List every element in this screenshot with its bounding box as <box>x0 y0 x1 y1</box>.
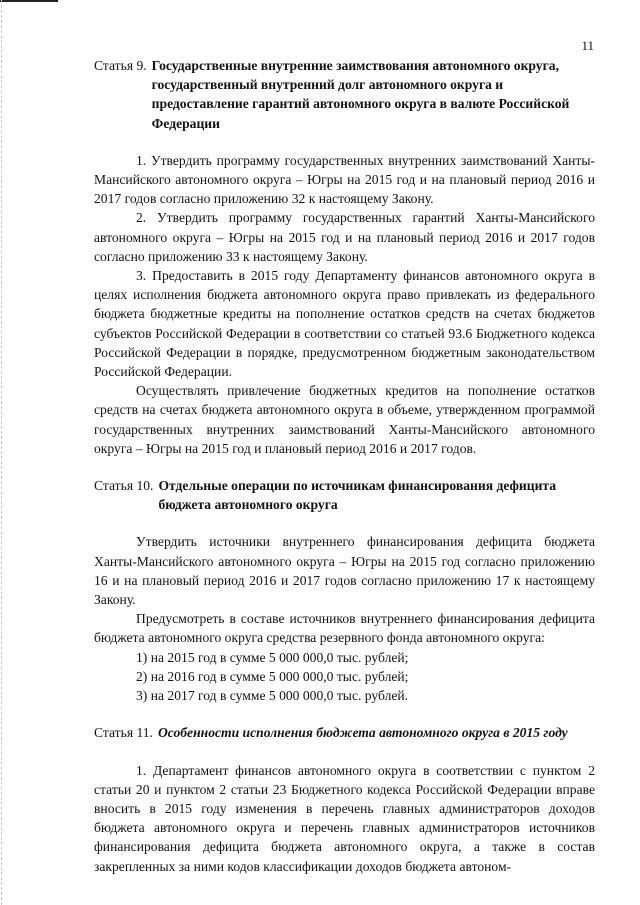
article-10-paragraph-1: Утвердить источники внутреннего финансирования дефицита бюджета Ханты-Мансийского автономного округа – Югры на 2015 год согласно приложению 16 и на плановый период 2016 и 2017 годов согласно приложению 17 к настоящему Закону. <box>94 534 595 608</box>
top-rule <box>0 0 58 2</box>
article-10-paragraph-2: Предусмотреть в составе источников внутреннего финансирования дефицита бюджета автономного округа средства резервного фонда автономного округа: <box>94 611 595 646</box>
left-edge-line <box>1 0 3 905</box>
article-10-label: Статья 10. <box>94 478 154 494</box>
list-item: 1) на 2015 год в сумме 5 000 000,0 тыс. рублей; <box>136 649 409 665</box>
list-item: 2) на 2016 год в сумме 5 000 000,0 тыс. рублей; <box>136 668 409 684</box>
article-9-heading <box>94 56 595 133</box>
article-9-title: Государственные внутренние заимствования автономного округа, государственный внутренний долг автономного округа и предоставление гарантий автономного округа в валюте Российской Федерации <box>151 58 570 131</box>
page-number: 11 <box>581 38 594 53</box>
article-10-heading <box>94 476 595 514</box>
document-body <box>94 56 595 876</box>
article-9-paragraph-4: Осуществлять привлечение бюджетных кредитов на пополнение остатков средств на счетах бюджета автономного округа в объеме, утвержденном программой государственных внутренних заимствований Ханты-Мансийского автономного округа – Югры на 2015 год и плановый период 2016 и 2017 годов. <box>94 383 595 456</box>
article-10-title: Отдельные операции по источникам финансирования дефицита бюджета автономного округа <box>158 478 557 513</box>
article-11-heading <box>94 723 595 742</box>
list-item: 3) на 2017 год в сумме 5 000 000,0 тыс. рублей. <box>136 688 409 704</box>
article-9-paragraph-1: 1. Утвердить программу государственных внутренних заимствований Ханты-Мансийского автономного округа – Югры на 2015 год и на плановый период 2016 и 2017 годов согласно приложению 32 к настоящему Закону. <box>94 152 595 207</box>
article-9-paragraph-2: 2. Утвердить программу государственных гарантий Ханты-Мансийского автономного округа – Югры на 2015 год и на плановый период 2016 и 2017 годов согласно приложению 33 к настоящему Закону. <box>94 210 595 264</box>
article-9-label: Статья 9. <box>94 58 147 73</box>
article-11-title: Особенности исполнения бюджета автономного округа в 2015 году <box>157 725 568 741</box>
article-11-label: Статья 11. <box>94 725 153 741</box>
article-9-paragraph-3: 3. Предоставить в 2015 году Департаменту финансов автономного округа в целях исполнения бюджета автономного округа право привлекать из федерального бюджета бюджетные кредиты на пополнение остатков средств на счетах бюджетов субъектов Российской Федерации в соответствии со статьей 93.6 Бюджетного кодекса Российской Федерации в порядке, предусмотренном бюджетным законодательством Российской Федерации. <box>94 268 595 380</box>
article-11-paragraph-1: 1. Департамент финансов автономного округа в соответствии с пунктом 2 статьи 20 и пунктом 2 статьи 23 Бюджетного кодекса Российской Федерации вправе вносить в 2015 году изменения в перечень главных администраторов доходов бюджета автономного округа и перечень главных администраторов источников финансирования дефицита бюджета автономного округа, а также в состав закрепленных за ними кодов классификации доходов бюджета автоном- <box>94 762 595 874</box>
